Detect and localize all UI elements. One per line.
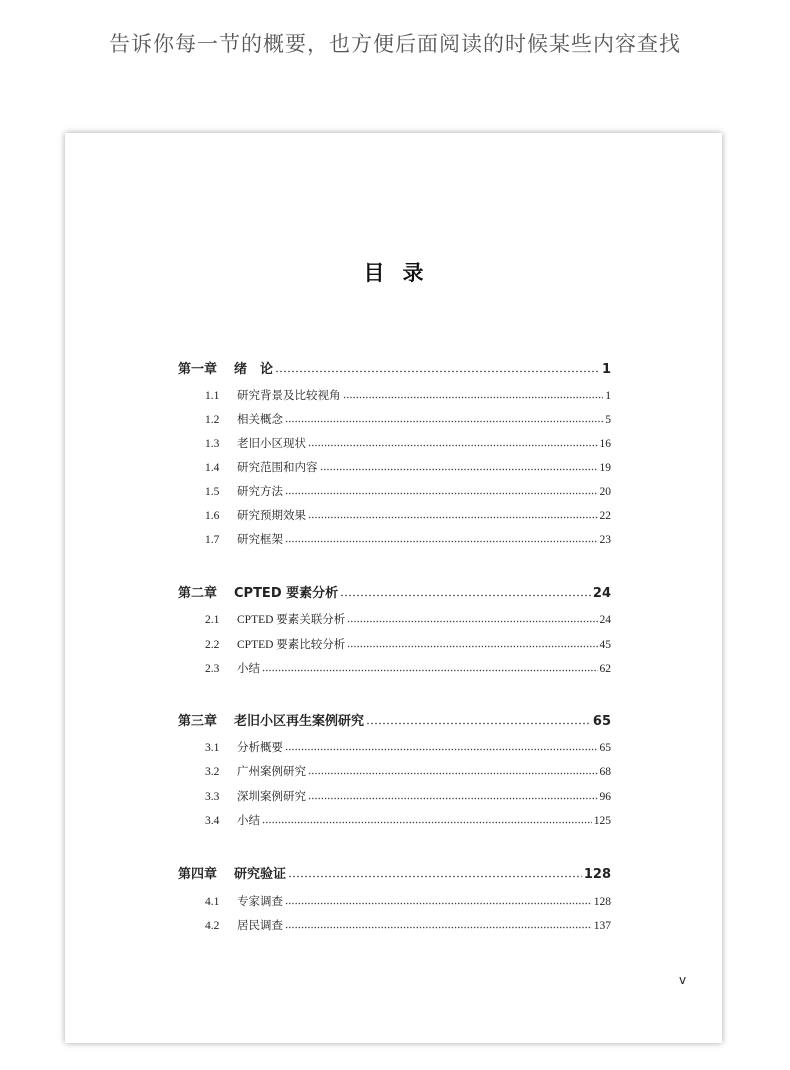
- entry-page: 68: [599, 766, 611, 779]
- entry-page: 22: [599, 510, 611, 522]
- toc-chapter-entry[interactable]: [178, 710, 611, 729]
- entry-page: 1: [605, 390, 611, 402]
- entry-page: 125: [593, 814, 611, 827]
- entry-page: 137: [593, 920, 611, 932]
- dot-leader: [275, 370, 600, 373]
- toc-section-entry[interactable]: [178, 531, 611, 547]
- entry-title: 老旧小区再生案例研究: [234, 714, 365, 729]
- entry-title: 广州案例研究: [237, 766, 306, 779]
- entry-title: 老旧小区现状: [237, 438, 306, 450]
- entry-page: 24: [599, 614, 611, 626]
- toc-section-entry[interactable]: [178, 459, 611, 475]
- entry-number: 第三章: [178, 714, 218, 729]
- entry-title: 研究方法: [237, 486, 283, 498]
- entry-number: 1.3: [205, 438, 220, 450]
- entry-number: 1.2: [205, 414, 220, 426]
- entry-title: 研究预期效果: [237, 510, 306, 522]
- entry-page: 23: [599, 534, 611, 546]
- entry-number: 3.4: [205, 814, 220, 827]
- entry-title: 小结: [237, 814, 260, 827]
- document-page: [65, 133, 722, 1043]
- entry-page: 65: [592, 714, 611, 729]
- toc-section-entry[interactable]: [178, 788, 611, 804]
- entry-title: 研究验证: [234, 867, 287, 882]
- toc-section-entry[interactable]: [178, 917, 611, 933]
- dot-leader: [262, 821, 592, 824]
- entry-number: 3.1: [205, 742, 220, 754]
- toc-section-entry[interactable]: [178, 483, 611, 499]
- dot-leader: [308, 772, 598, 775]
- entry-page: 128: [593, 896, 611, 908]
- entry-page: 16: [599, 438, 611, 450]
- entry-title: CPTED 要素分析: [234, 586, 339, 601]
- entry-number: 1.5: [205, 486, 220, 498]
- dot-leader: [285, 492, 598, 495]
- toc-section-entry[interactable]: [178, 660, 611, 676]
- entry-page: 24: [592, 586, 611, 601]
- dot-leader: [285, 926, 592, 929]
- entry-number: 3.3: [205, 790, 220, 803]
- entry-title: 研究范围和内容: [237, 462, 318, 474]
- toc-section-entry[interactable]: [178, 507, 611, 523]
- dot-leader: [366, 722, 591, 725]
- entry-page: 128: [583, 867, 611, 882]
- entry-number: 第四章: [178, 867, 218, 882]
- entry-number: 1.1: [205, 390, 220, 402]
- dot-leader: [262, 669, 598, 672]
- caption: 告诉你每一节的概要，也方便后面阅读的时候某些内容查找: [109, 32, 681, 56]
- toc-section-entry[interactable]: [178, 763, 611, 779]
- entry-title: 研究背景及比较视角: [237, 390, 341, 402]
- entry-page: 5: [605, 414, 611, 426]
- toc-title: 目录: [363, 261, 442, 285]
- entry-title: CPTED 要素关联分析: [237, 614, 346, 626]
- dot-leader: [288, 875, 582, 878]
- entry-number: 第二章: [178, 586, 218, 601]
- entry-title: 研究框架: [237, 534, 283, 546]
- dot-leader: [285, 540, 598, 543]
- entry-number: 3.2: [205, 766, 220, 779]
- toc-section-entry[interactable]: [178, 812, 611, 828]
- toc-section-entry[interactable]: [178, 611, 611, 627]
- toc-section-entry[interactable]: [178, 739, 611, 755]
- entry-page: 62: [599, 663, 611, 675]
- entry-title: 居民调查: [237, 920, 283, 932]
- entry-number: 1.7: [205, 534, 220, 546]
- dot-leader: [347, 620, 597, 623]
- dot-leader: [285, 902, 592, 905]
- entry-number: 2.3: [205, 663, 220, 675]
- toc-chapter-entry[interactable]: [178, 582, 611, 601]
- entry-title: 专家调查: [237, 896, 283, 908]
- dot-leader: [340, 594, 591, 597]
- entry-page: 96: [599, 790, 611, 803]
- entry-page: 65: [599, 742, 611, 754]
- entry-title: 深圳案例研究: [237, 790, 306, 803]
- page-number: v: [679, 973, 687, 987]
- dot-leader: [285, 748, 598, 751]
- toc-section-entry[interactable]: [178, 893, 611, 909]
- toc-section-entry[interactable]: [178, 387, 611, 403]
- entry-number: 1.4: [205, 462, 220, 474]
- entry-page: 20: [599, 486, 611, 498]
- entry-title: 小结: [237, 663, 260, 675]
- entry-number: 第一章: [178, 362, 218, 377]
- entry-title: 分析概要: [237, 742, 283, 754]
- dot-leader: [347, 645, 597, 648]
- entry-title: CPTED 要素比较分析: [237, 638, 346, 651]
- dot-leader: [285, 420, 603, 423]
- entry-title: 绪 论: [234, 362, 274, 377]
- entry-number: 4.1: [205, 896, 220, 908]
- toc-section-entry[interactable]: [178, 411, 611, 427]
- toc-section-entry[interactable]: [178, 636, 611, 652]
- entry-page: 19: [599, 462, 611, 474]
- entry-title: 相关概念: [237, 414, 283, 426]
- entry-page: 1: [601, 362, 611, 377]
- entry-number: 2.1: [205, 614, 220, 626]
- dot-leader: [343, 396, 604, 399]
- entry-number: 2.2: [205, 638, 220, 651]
- dot-leader: [308, 516, 598, 519]
- dot-leader: [308, 797, 598, 800]
- toc-section-entry[interactable]: [178, 435, 611, 451]
- entry-number: 4.2: [205, 920, 220, 932]
- entry-page: 45: [599, 638, 611, 651]
- toc-chapter-entry[interactable]: [178, 358, 611, 377]
- dot-leader: [308, 444, 598, 447]
- dot-leader: [320, 468, 598, 471]
- entry-number: 1.6: [205, 510, 220, 522]
- toc-chapter-entry[interactable]: [178, 863, 611, 882]
